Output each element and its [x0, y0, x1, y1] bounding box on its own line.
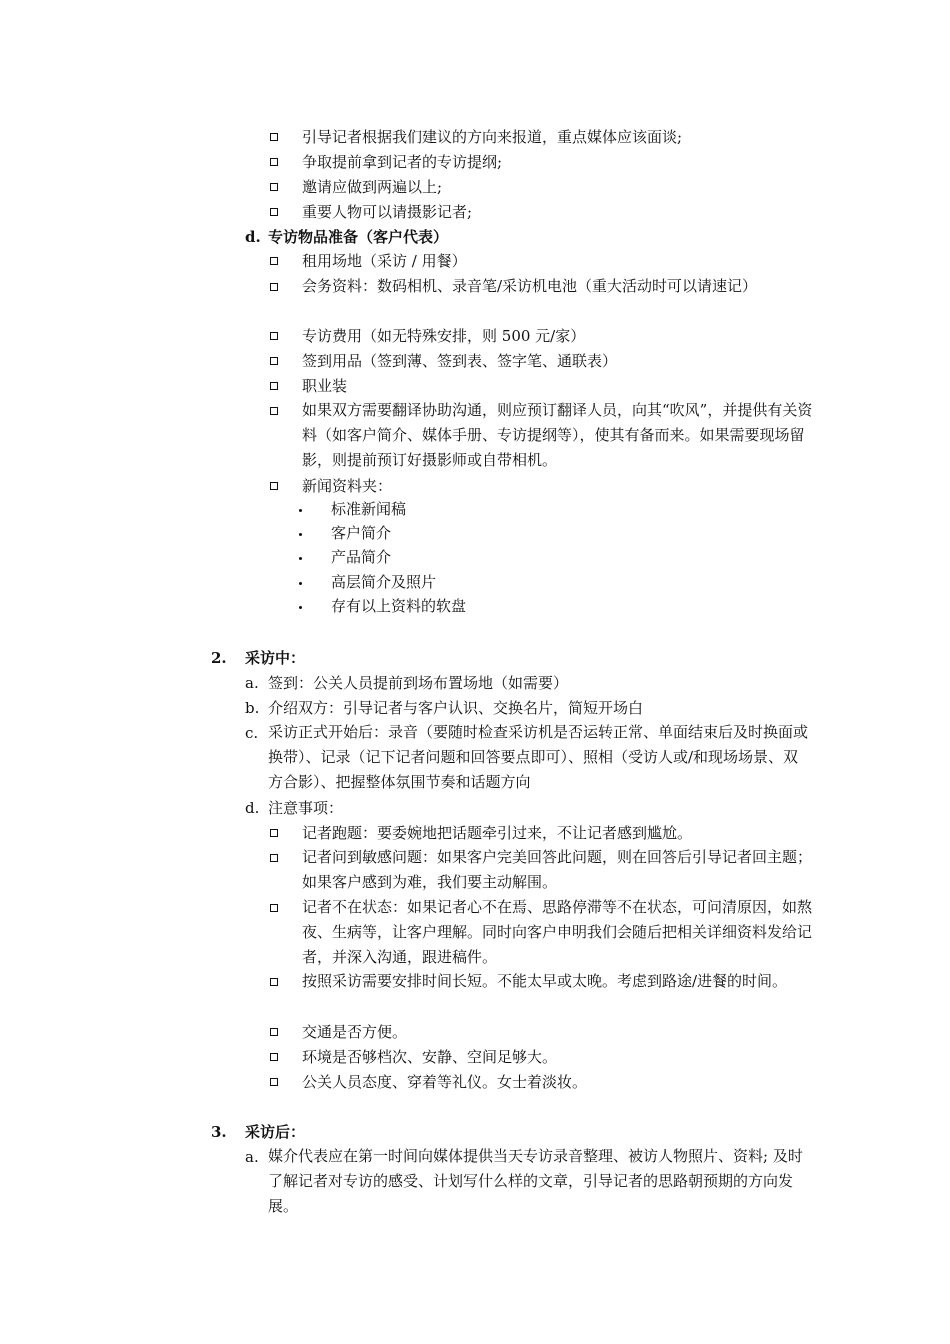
list-item: 邀请应做到两遍以上;: [302, 178, 443, 196]
list-item: 客户简介: [331, 524, 392, 542]
list-item: 会务资料：数码相机、录音笔/采访机电池（重大活动时可以请速记）: [302, 277, 758, 295]
checkbox-icon: [270, 482, 278, 490]
checkbox-icon: [270, 854, 278, 862]
section-heading: 采访中：: [245, 649, 306, 667]
bullet-icon: [299, 606, 302, 609]
checkbox-icon: [270, 829, 278, 837]
list-item: 环境是否够档次、安静、空间足够大。: [302, 1048, 558, 1066]
list-marker: a.: [245, 1148, 259, 1166]
checkbox-icon: [270, 158, 278, 166]
list-item: 产品简介: [331, 548, 392, 566]
list-item: 如果双方需要翻译协助沟通，则应预订翻译人员，向其“吹风”，并提供有关资料（如客户简介、媒体手册、专访提纲等），使其有备而来。如果需要现场留影，则提前预订好摄影师或自带相机。: [302, 401, 813, 469]
checkbox-icon: [270, 978, 278, 986]
list-marker: b.: [245, 699, 260, 717]
list-item: 标准新闻稿: [331, 500, 407, 518]
checkbox-icon: [270, 357, 278, 365]
list-marker: d.: [245, 228, 261, 246]
list-item: 引导记者根据我们建议的方向来报道，重点媒体应该面谈;: [302, 128, 683, 146]
list-item: 高层简介及照片: [331, 573, 437, 591]
list-marker: a.: [245, 674, 259, 692]
list-item: 记者跑题：要委婉地把话题牵引过来，不让记者感到尴尬。: [302, 824, 693, 842]
checkbox-icon: [270, 332, 278, 340]
list-item: 职业装: [302, 377, 348, 395]
checkbox-icon: [270, 904, 278, 912]
section-heading: 采访后：: [245, 1123, 306, 1141]
list-marker: c.: [245, 724, 259, 742]
list-item: 注意事项：: [268, 799, 344, 817]
checkbox-icon: [270, 183, 278, 191]
list-item: 签到用品（签到薄、签到表、签字笔、通联表）: [302, 352, 618, 370]
checkbox-icon: [270, 1028, 278, 1036]
bullet-icon: [299, 509, 302, 512]
list-item: 重要人物可以请摄影记者;: [302, 203, 473, 221]
list-item: 介绍双方：引导记者与客户认识、交换名片，简短开场白: [268, 699, 644, 717]
checkbox-icon: [270, 407, 278, 415]
checkbox-icon: [270, 133, 278, 141]
bullet-icon: [299, 557, 302, 560]
list-item: 记者问到敏感问题：如果客户完美回答此问题，则在回答后引导记者回主题；如果客户感到为难，我们要主动解围。: [302, 848, 813, 891]
list-item: 新闻资料夹：: [302, 477, 393, 495]
section-heading: 专访物品准备（客户代表）: [268, 228, 449, 246]
list-item: 采访正式开始后：录音（要随时检查采访机是否运转正常、单面结束后及时换面或换带）、记录（记下记者问题和回答要点即可）、照相（受访人或/和现场场景、双方合影）、把握整体氛围节奏和话题方向: [268, 723, 809, 791]
list-item: 交通是否方便。: [302, 1023, 408, 1041]
checkbox-icon: [270, 382, 278, 390]
list-item: 存有以上资料的软盘: [331, 597, 467, 615]
list-item: 按照采访需要安排时间长短。不能太早或太晚。考虑到路途/进餐的时间。: [302, 972, 788, 990]
checkbox-icon: [270, 1078, 278, 1086]
checkbox-icon: [270, 283, 278, 291]
list-item: 公关人员态度、穿着等礼仪。女士着淡妆。: [302, 1073, 588, 1091]
list-item: 签到：公关人员提前到场布置场地（如需要）: [268, 674, 569, 692]
bullet-icon: [299, 582, 302, 585]
checkbox-icon: [270, 208, 278, 216]
bullet-icon: [299, 533, 302, 536]
section-number: 2.: [211, 649, 227, 667]
list-item: 专访费用（如无特殊安排，则 500 元/家）: [302, 327, 586, 345]
list-item: 租用场地（采访 / 用餐）: [302, 252, 467, 270]
checkbox-icon: [270, 257, 278, 265]
list-item: 争取提前拿到记者的专访提纲;: [302, 153, 503, 171]
checkbox-icon: [270, 1053, 278, 1061]
list-item: 媒介代表应在第一时间向媒体提供当天专访录音整理、被访人物照片、资料; 及时了解记者对专访的感受、计划写什么样的文章，引导记者的思路朝预期的方向发展。: [268, 1147, 803, 1215]
list-item: 记者不在状态：如果记者心不在焉、思路停滞等不在状态，可问清原因，如熬夜、生病等，让客户理解。同时向客户申明我们会随后把相关详细资料发给记者，并深入沟通，跟进稿件。: [302, 898, 813, 966]
section-number: 3.: [211, 1123, 227, 1141]
list-marker: d.: [245, 799, 260, 817]
